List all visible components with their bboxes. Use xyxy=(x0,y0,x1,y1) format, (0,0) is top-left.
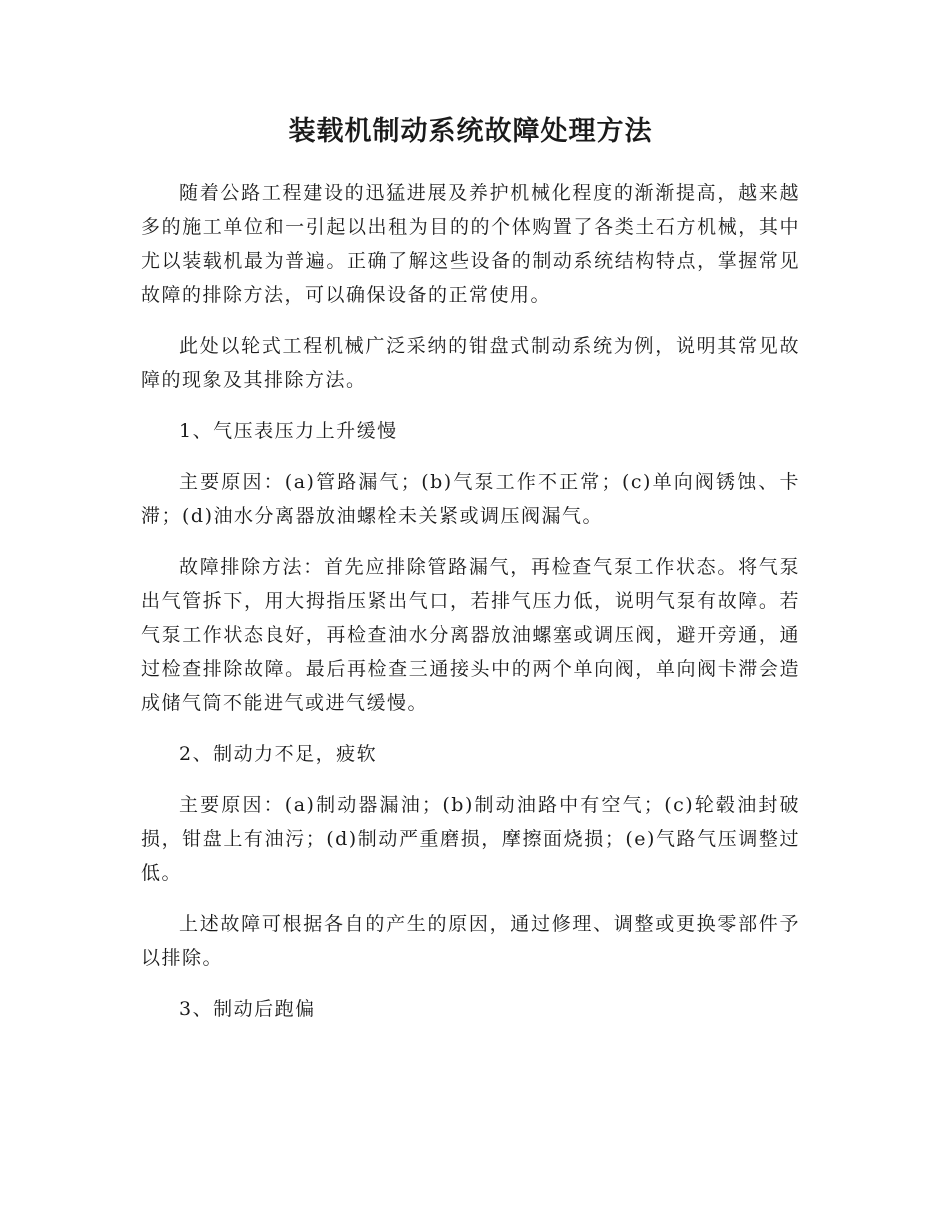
section-heading-3: 3、制动后跑偏 xyxy=(179,998,316,1020)
paragraph-fix-2: 上述故障可根据各自的产生的原因，通过修理、调整或更换零部件予以排除。 xyxy=(141,913,800,969)
document-title: 装载机制动系统故障处理方法 xyxy=(288,116,653,147)
paragraph-cause-1: 主要原因：(a)管路漏气；(b)气泵工作不正常；(c)单向阀锈蚀、卡滞；(d)油水分离器放油螺栓未关紧或调压阀漏气。 xyxy=(141,471,800,527)
paragraph-cause-2: 主要原因：(a)制动器漏油；(b)制动油路中有空气；(c)轮毂油封破损，钳盘上有油污；(d)制动严重磨损，摩擦面烧损；(e)气路气压调整过低。 xyxy=(141,794,800,884)
section-heading-2: 2、制动力不足，疲软 xyxy=(179,743,378,765)
paragraph-fix-1: 故障排除方法：首先应排除管路漏气，再检查气泵工作状态。将气泵出气管拆下，用大拇指压紧出气口，若排气压力低，说明气泵有故障。若气泵工作状态良好，再检查油水分离器放油螺塞或调压阀，避开旁通，通过检查排除故障。最后再检查三通接头中的两个单向阀，单向阀卡滞会造成储气筒不能进气或进气缓慢。 xyxy=(141,556,800,714)
paragraph-intro: 随着公路工程建设的迅猛进展及养护机械化程度的渐渐提高，越来越多的施工单位和一引起以出租为目的的个体购置了各类土石方机械，其中尤以装载机最为普遍。正确了解这些设备的制动系统结构特点，掌握常见故障的排除方法，可以确保设备的正常使用。 xyxy=(141,182,800,306)
paragraph-scope: 此处以轮式工程机械广泛采纳的钳盘式制动系统为例，说明其常见故障的现象及其排除方法。 xyxy=(141,335,800,391)
section-heading-1: 1、气压表压力上升缓慢 xyxy=(179,420,398,442)
